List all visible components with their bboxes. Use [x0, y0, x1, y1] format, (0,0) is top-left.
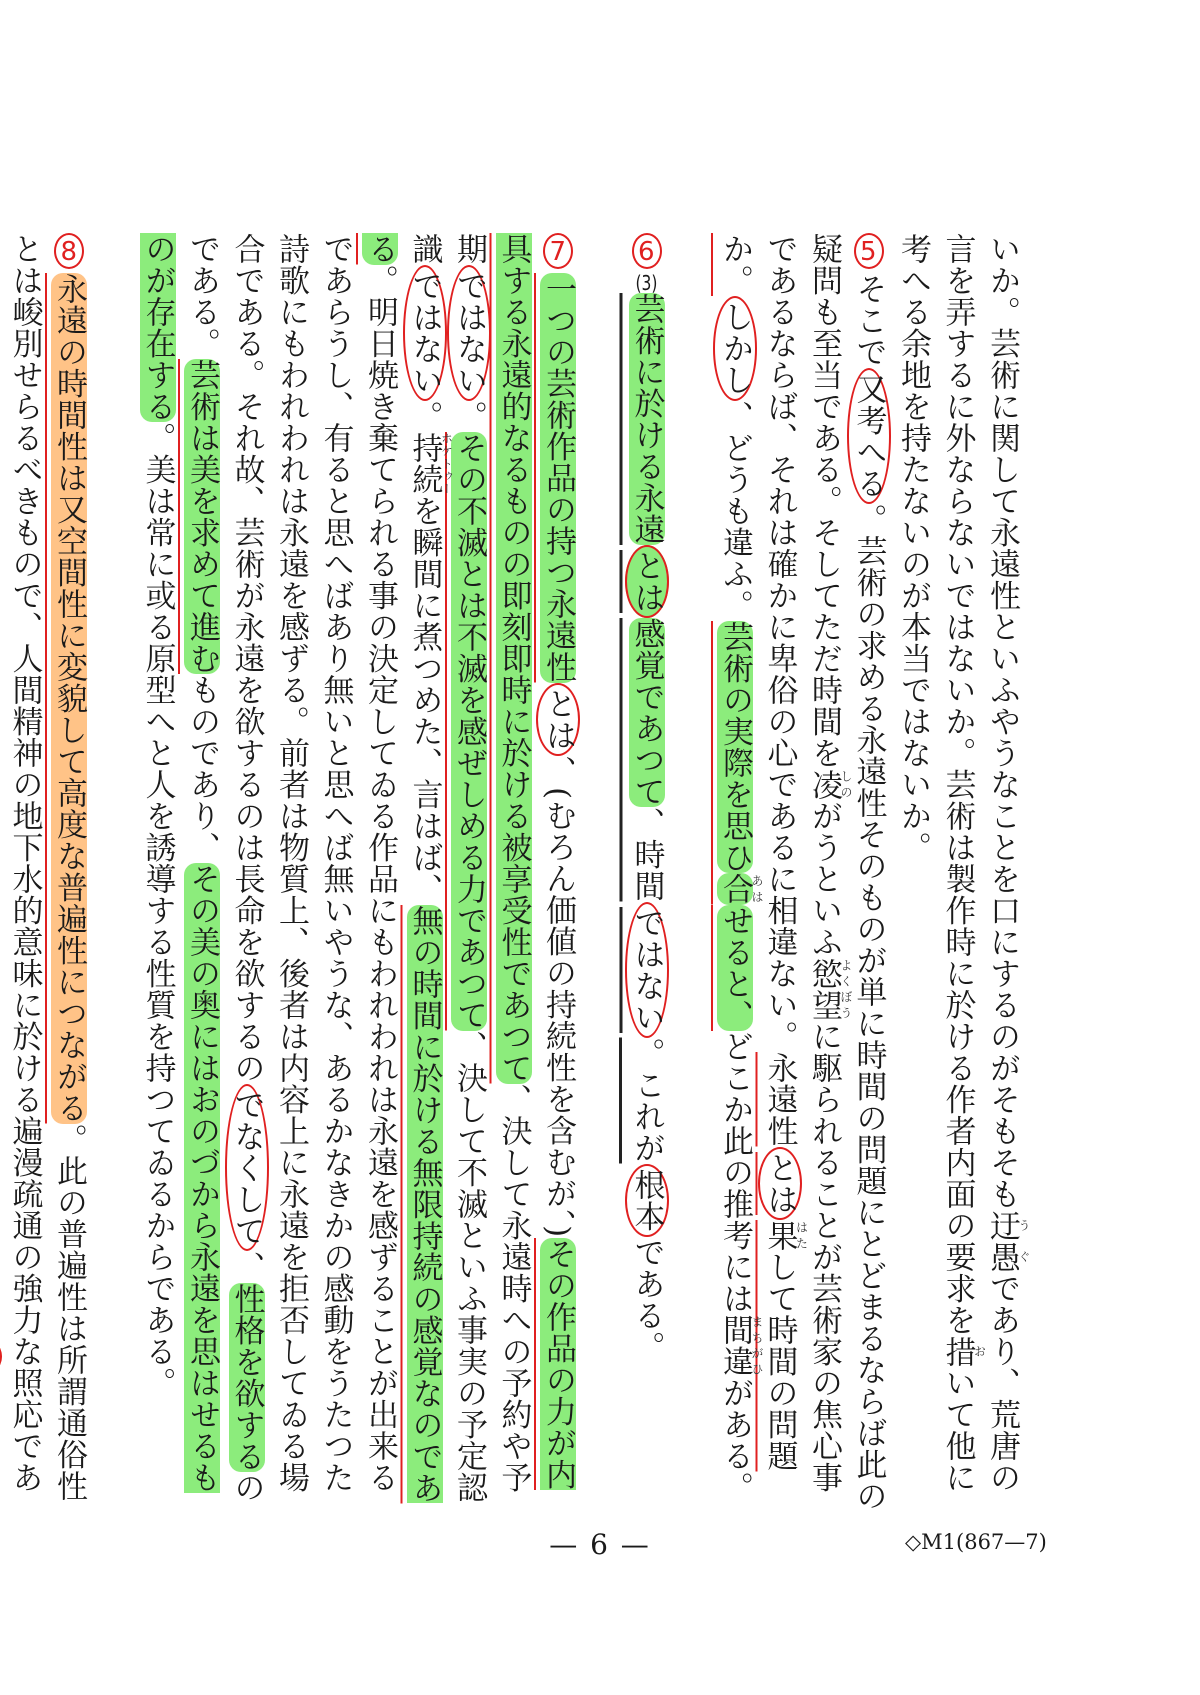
text-run: がうといふ [806, 800, 842, 958]
text-run: 、決して永遠時への予約や予期 [451, 233, 532, 1493]
text-run: 、決して不滅といふ事実の予定認識 [406, 233, 487, 1503]
text-run: に駆られることが芸術家の焦心事であるならば、それは確かに卑俗の心であるに相違ない。 [761, 233, 842, 1493]
highlighted-phrase: その美の奥にはおのづから永遠を思はせるものが存在する [139, 233, 220, 1493]
highlighted-phrase: 芸術の実際を思ひ [717, 621, 753, 873]
text-run: 。美は常に或る原型へと人を誘導する性質を持つてゐるからである。 [139, 422, 176, 1399]
text-run: のである。 [184, 233, 265, 1503]
circled-phrase [0, 1336, 2, 1378]
text-run: 。 [451, 400, 487, 432]
circled-phrase: ではない [403, 265, 447, 401]
text-run: がある。 [717, 1377, 753, 1503]
circled-phrase: とは [536, 683, 580, 756]
kanji-hata: 果 [761, 1219, 798, 1251]
text-run: 、(むろん価値の持続性を含むが、) [540, 755, 576, 1238]
ruby-machigahi [717, 1314, 764, 1377]
text-run: である。 [628, 1236, 665, 1363]
text-run: そこで [850, 273, 887, 368]
highlighted-phrase: せると、 [717, 904, 753, 1031]
ruby-heisoku [406, 432, 454, 495]
text-run: 。 [406, 400, 443, 432]
highlighted-phrase: 無の時間に於ける無限持続の感覚なのである [362, 233, 443, 1503]
highlighted-phrase: 感覚であつて [628, 618, 665, 807]
circled-phrase: でなくして [225, 1084, 269, 1252]
text-run: 。芸術の求める永遠性そのものが単に時間の問題にとどまるならば此の疑問も至当である。そしてただ時間を [806, 233, 887, 1512]
text-run: ものであり、 [184, 674, 220, 863]
kanji-jizoku: 持続 [406, 432, 443, 495]
text-run: いて他に考へる余地を持たないのが本当ではないか。 [895, 233, 976, 1493]
text-run: どこか此の推考には [717, 1030, 753, 1314]
text-run: であり、荒唐の言を弄するに外ならないではないか。芸術は製作時に於ける作者内面の要求を [939, 233, 1020, 1493]
text-run: いか。芸術に関して永遠性といふやうなことを口にするのがそもそも [984, 233, 1020, 1210]
text-run: 、どうも違ふ。 [717, 400, 753, 621]
paragraph-4 [891, 233, 1031, 1513]
underlined-phrase: 、時間 [628, 807, 665, 902]
ruby-shino [806, 768, 853, 801]
circled-phrase: とは [758, 1147, 802, 1220]
kanji-yokubou: 慾望 [806, 957, 842, 1021]
kanji-o: 措 [939, 1335, 976, 1367]
paragraph-number-5: 5 [854, 233, 884, 269]
highlighted-phrase: その不滅とは不滅を感ぜしめる力であつて [451, 432, 487, 1031]
text-run: を瞬間に煮つめた、言はば、 [406, 495, 443, 905]
highlighted-phrase: その作品の力が内具する永遠的なるものの即刻即時に於ける被享受性であつて [495, 233, 576, 1490]
kanji-ahase: 合 [717, 873, 753, 905]
paragraph-5 [713, 233, 891, 1513]
note-marker-3: (3) [635, 273, 658, 293]
ruby-ahase [717, 873, 764, 905]
highlighted-phrase: 永遠の時間性は又空間性に変貌して高度な普遍性につながる [51, 273, 87, 1124]
paragraph-6 [624, 233, 669, 1513]
paragraph-number-7: 7 [543, 233, 573, 269]
paragraph-gap [580, 233, 624, 243]
vertical-text-passage [6, 233, 1031, 1513]
furigana: はた [794, 1219, 809, 1251]
circled-phrase: しかし [713, 296, 757, 401]
furigana: うぐ [1017, 1209, 1031, 1273]
kanji-machigahi: 間違 [717, 1314, 753, 1377]
circled-phrase: とは [625, 545, 669, 618]
highlighted-phrase: 性格を欲する [228, 1282, 265, 1472]
text-run: 、 [228, 1251, 265, 1283]
furigana: よくぼう [839, 957, 853, 1021]
underlined-phrase: して時間の問題か。 [717, 233, 798, 1472]
furigana: ホケトゥー [439, 432, 454, 495]
ruby-ugu [984, 1209, 1031, 1273]
furigana: しの [839, 768, 853, 800]
circled-phrase: ではない [625, 902, 669, 1038]
ruby-hata [761, 1219, 809, 1252]
furigana: まちがひ [750, 1314, 764, 1377]
paragraph-gap [91, 233, 135, 243]
document-code: ◇M1(867—7) [905, 1530, 1047, 1554]
kanji-ugu: 迂愚 [984, 1209, 1020, 1273]
highlighted-phrase: 芸術は美を求めて進む [184, 359, 220, 674]
paragraph-number-6: 6 [632, 233, 662, 269]
ruby-o [939, 1335, 987, 1368]
text-run: 。此の普遍性は所謂通俗性とは峻別せらるべきもので、人間精神の地下水的意味に於ける遍漫疏通の強力な照応であ [6, 233, 87, 1502]
circled-phrase: 根本 [625, 1164, 669, 1237]
highlighted-phrase: 芸術に於ける永遠 [628, 293, 665, 545]
highlighted-phrase: 一つの芸術作品の持つ永遠性 [540, 273, 576, 683]
paragraph-8 [0, 233, 91, 1513]
text-run: 。明日焼き棄てられる事の決定してゐる作品にもわれわれは永遠を感ずることが出来るであらうし、有ると思へばあり無いと思へば無いやうな、あるかなきかの感動をうたつた詩歌にもわれわれは永遠を感ずる。前者は物質上、後者は内容上に永遠を拒否してゐる場合である。それ故、芸術が永遠を欲するのは長命を欲するの [228, 233, 398, 1493]
paragraph-7 [135, 233, 580, 1513]
kanji-shino: 凌 [806, 768, 842, 800]
paragraph-gap [669, 233, 713, 243]
page-number: — 6 — [549, 1528, 651, 1561]
ruby-yokubou [806, 957, 853, 1021]
paragraph-number-8: 8 [54, 233, 84, 269]
underlined-phrase: 永遠性 [761, 1052, 798, 1147]
underlined-phrase: 。これが [628, 1037, 665, 1164]
furigana: あは [750, 873, 764, 905]
circled-phrase: 又考へる [847, 368, 891, 504]
circled-phrase: ではない [447, 265, 491, 401]
furigana: お [972, 1335, 987, 1367]
